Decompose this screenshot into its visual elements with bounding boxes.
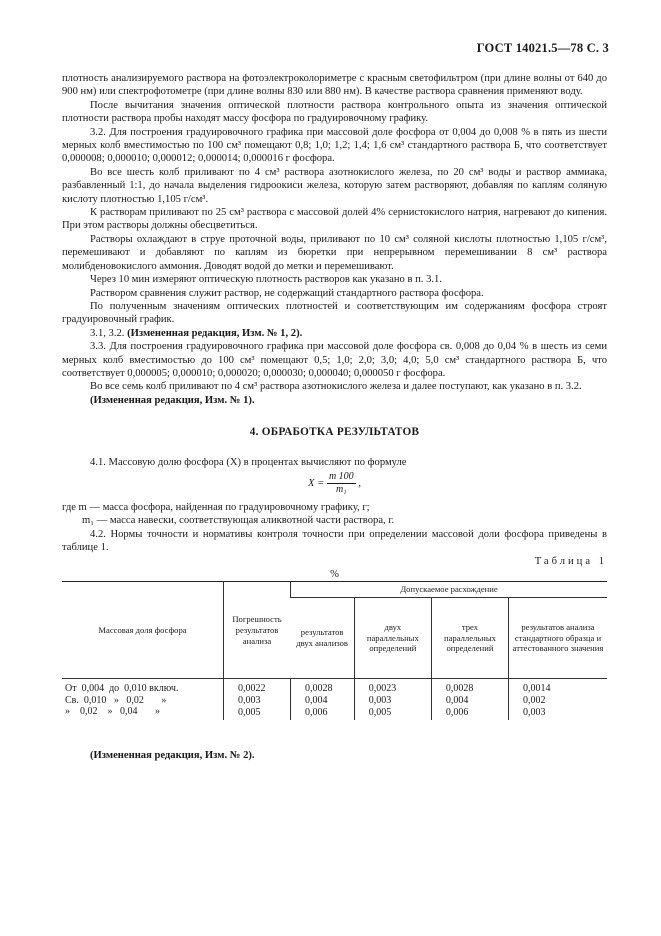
amendment-note: (Измененная редакция, Изм. № 1). <box>90 394 255 406</box>
paragraph: где m — масса фосфора, найденная по градуировочному графику, г; <box>62 501 370 513</box>
paragraph: Через 10 мин измеряют оптическую плотность растворов как указано в п. 3.1. <box>90 274 442 286</box>
header-three-parallel: трех параллельных определений <box>431 598 508 679</box>
formula-numerator: m 100 <box>328 470 354 482</box>
table-row <box>62 706 607 720</box>
header-two-parallel: двух параллельных определений <box>354 598 431 679</box>
header-error: Погрешность результатов анализа <box>224 582 291 679</box>
header-standard-sample: результатов анализа стандартного образца и аттестованного значения <box>509 598 608 679</box>
cell-three-parallel: 0,006 <box>431 706 508 720</box>
table-row <box>62 695 607 707</box>
paragraph: Растворы охлаждают в струе проточной воды, приливают по 10 см³ соляной кислоты плотностью 1,105 г/см³, перемешивают и добавляют по каплям из бюретки при непрерывном перемешивании 8 см³ раствора молибденовокислого аммония. Доводят водой до метки и перемешивают. <box>62 233 607 272</box>
header-two-analyses: результатов двух анализов <box>291 598 355 679</box>
cell-two-analyses: 0,0028 <box>291 679 355 695</box>
cell-error: 0,005 <box>224 706 291 720</box>
cell-range: » 0,02 » 0,04 » <box>65 706 160 717</box>
paragraph: Во все семь колб приливают по 4 см³ раствора азотнокислого железа и далее поступают, как указано в п. 3.2. <box>90 381 582 393</box>
paragraph: По полученным значениям оптических плотностей и соответствующим им содержаниям фосфора строят градуировочный график. <box>62 300 607 326</box>
cell-range: От 0,004 до 0,010 включ. <box>65 683 179 694</box>
paragraph: m₁ — масса навески, соответствующая аликвотной части раствора, г. <box>82 515 395 527</box>
amendment-text: (Измененная редакция, Изм. № 1, 2). <box>127 327 303 339</box>
cell-three-parallel: 0,004 <box>431 695 508 707</box>
cell-standard: 0,003 <box>509 706 608 720</box>
formula <box>62 471 607 497</box>
amendment-note <box>62 327 607 340</box>
cell-two-parallel: 0,0023 <box>354 679 431 695</box>
table-unit: % <box>330 569 339 580</box>
paragraph: Раствором сравнения служит раствор, не содержащий стандартного раствора фосфора. <box>90 287 484 299</box>
table-caption: Таблица 1 <box>534 555 607 567</box>
formula-fraction <box>327 471 356 496</box>
page-header: ГОСТ 14021.5—78 С. 3 <box>476 41 609 55</box>
paragraph: 4.1. Массовую долю фосфора (X) в процентах вычисляют по формуле <box>90 456 407 468</box>
formula-lhs: X = <box>308 477 325 489</box>
paragraph: плотность анализируемого раствора на фотоэлектроколориметре с красным светофильтром (при длине волны от 640 до 900 нм) или спектрофотометре (при длине волны 830 или 880 нм). В качестве раствора сравнения применяют воду. <box>62 73 607 98</box>
cell-two-analyses: 0,004 <box>291 695 355 707</box>
paragraph: 3.2. Для построения градуировочного графика при массовой доле фосфора от 0,004 до 0,008 % в пять из шести мерных колб вместимостью по 100 см³ помещают 0,8; 1,0; 1,2; 1,4; 1,6 см³ стандартного раствора Б, что соответствует 0,000008; 0,000010; 0,000012; 0,000014; 0,000016 г фосфора. <box>62 126 607 165</box>
cell-two-analyses: 0,006 <box>291 706 355 720</box>
header-mass-fraction: Массовая доля фосфора <box>62 582 224 679</box>
amendment-prefix: 3.1, 3.2. <box>90 327 125 339</box>
cell-two-parallel: 0,005 <box>354 706 431 720</box>
document-body <box>62 72 607 762</box>
cell-standard: 0,0014 <box>509 679 608 695</box>
cell-error: 0,0022 <box>224 679 291 695</box>
paragraph: 3.3. Для построения градуировочного графика при массовой доле фосфора св. 0,008 до 0,04 % в шесть из семи мерных колб вместимостью до 100 см³ помещают 0,5; 1,0; 2,0; 3,0; 4,0; 5,0 см³ стандартного раствора Б, что соответствует 0,000005; 0,000010; 0,000020; 0,000030; 0,000040; 0,000050 г фосфора. <box>62 341 607 379</box>
section-title: 4. ОБРАБОТКА РЕЗУЛЬТАТОВ <box>249 426 420 439</box>
paragraph: К растворам приливают по 25 см³ раствора с массовой долей 4% сернистокислого натрия, нагревают до кипения. При этом растворы должны обесцветиться. <box>62 207 607 232</box>
paragraph: После вычитания значения оптической плотности раствора контрольного опыта из значения оптической плотности раствора пробы находят массу фосфора по градуировочному графику. <box>62 99 607 125</box>
paragraph: Во все шесть колб приливают по 4 см³ раствора азотнокислого железа, по 20 см³ воды и раствор аммиака, разбавленный 1:1, до начала выделения гидроокиси железа, которую затем растворяют, добавляя по каплям соляную кислоту плотностью 1,105 г/см³. <box>62 166 607 205</box>
amendment-note: (Измененная редакция, Изм. № 2). <box>90 749 255 761</box>
cell-error: 0,003 <box>224 695 291 707</box>
cell-range: Св. 0,010 » 0,02 » <box>65 694 167 706</box>
cell-three-parallel: 0,0028 <box>431 679 508 695</box>
formula-tail: , <box>358 477 361 489</box>
cell-two-parallel: 0,003 <box>354 695 431 707</box>
header-group: Допускаемое расхождение <box>291 582 608 598</box>
cell-standard: 0,002 <box>509 695 608 707</box>
paragraph: 4.2. Нормы точности и нормативы контроля точности при определении массовой доли фосфора приведены в таблице 1. <box>62 528 607 554</box>
tolerance-table <box>62 581 607 719</box>
table-row <box>62 679 607 695</box>
formula-denominator: m₁ <box>335 483 347 495</box>
